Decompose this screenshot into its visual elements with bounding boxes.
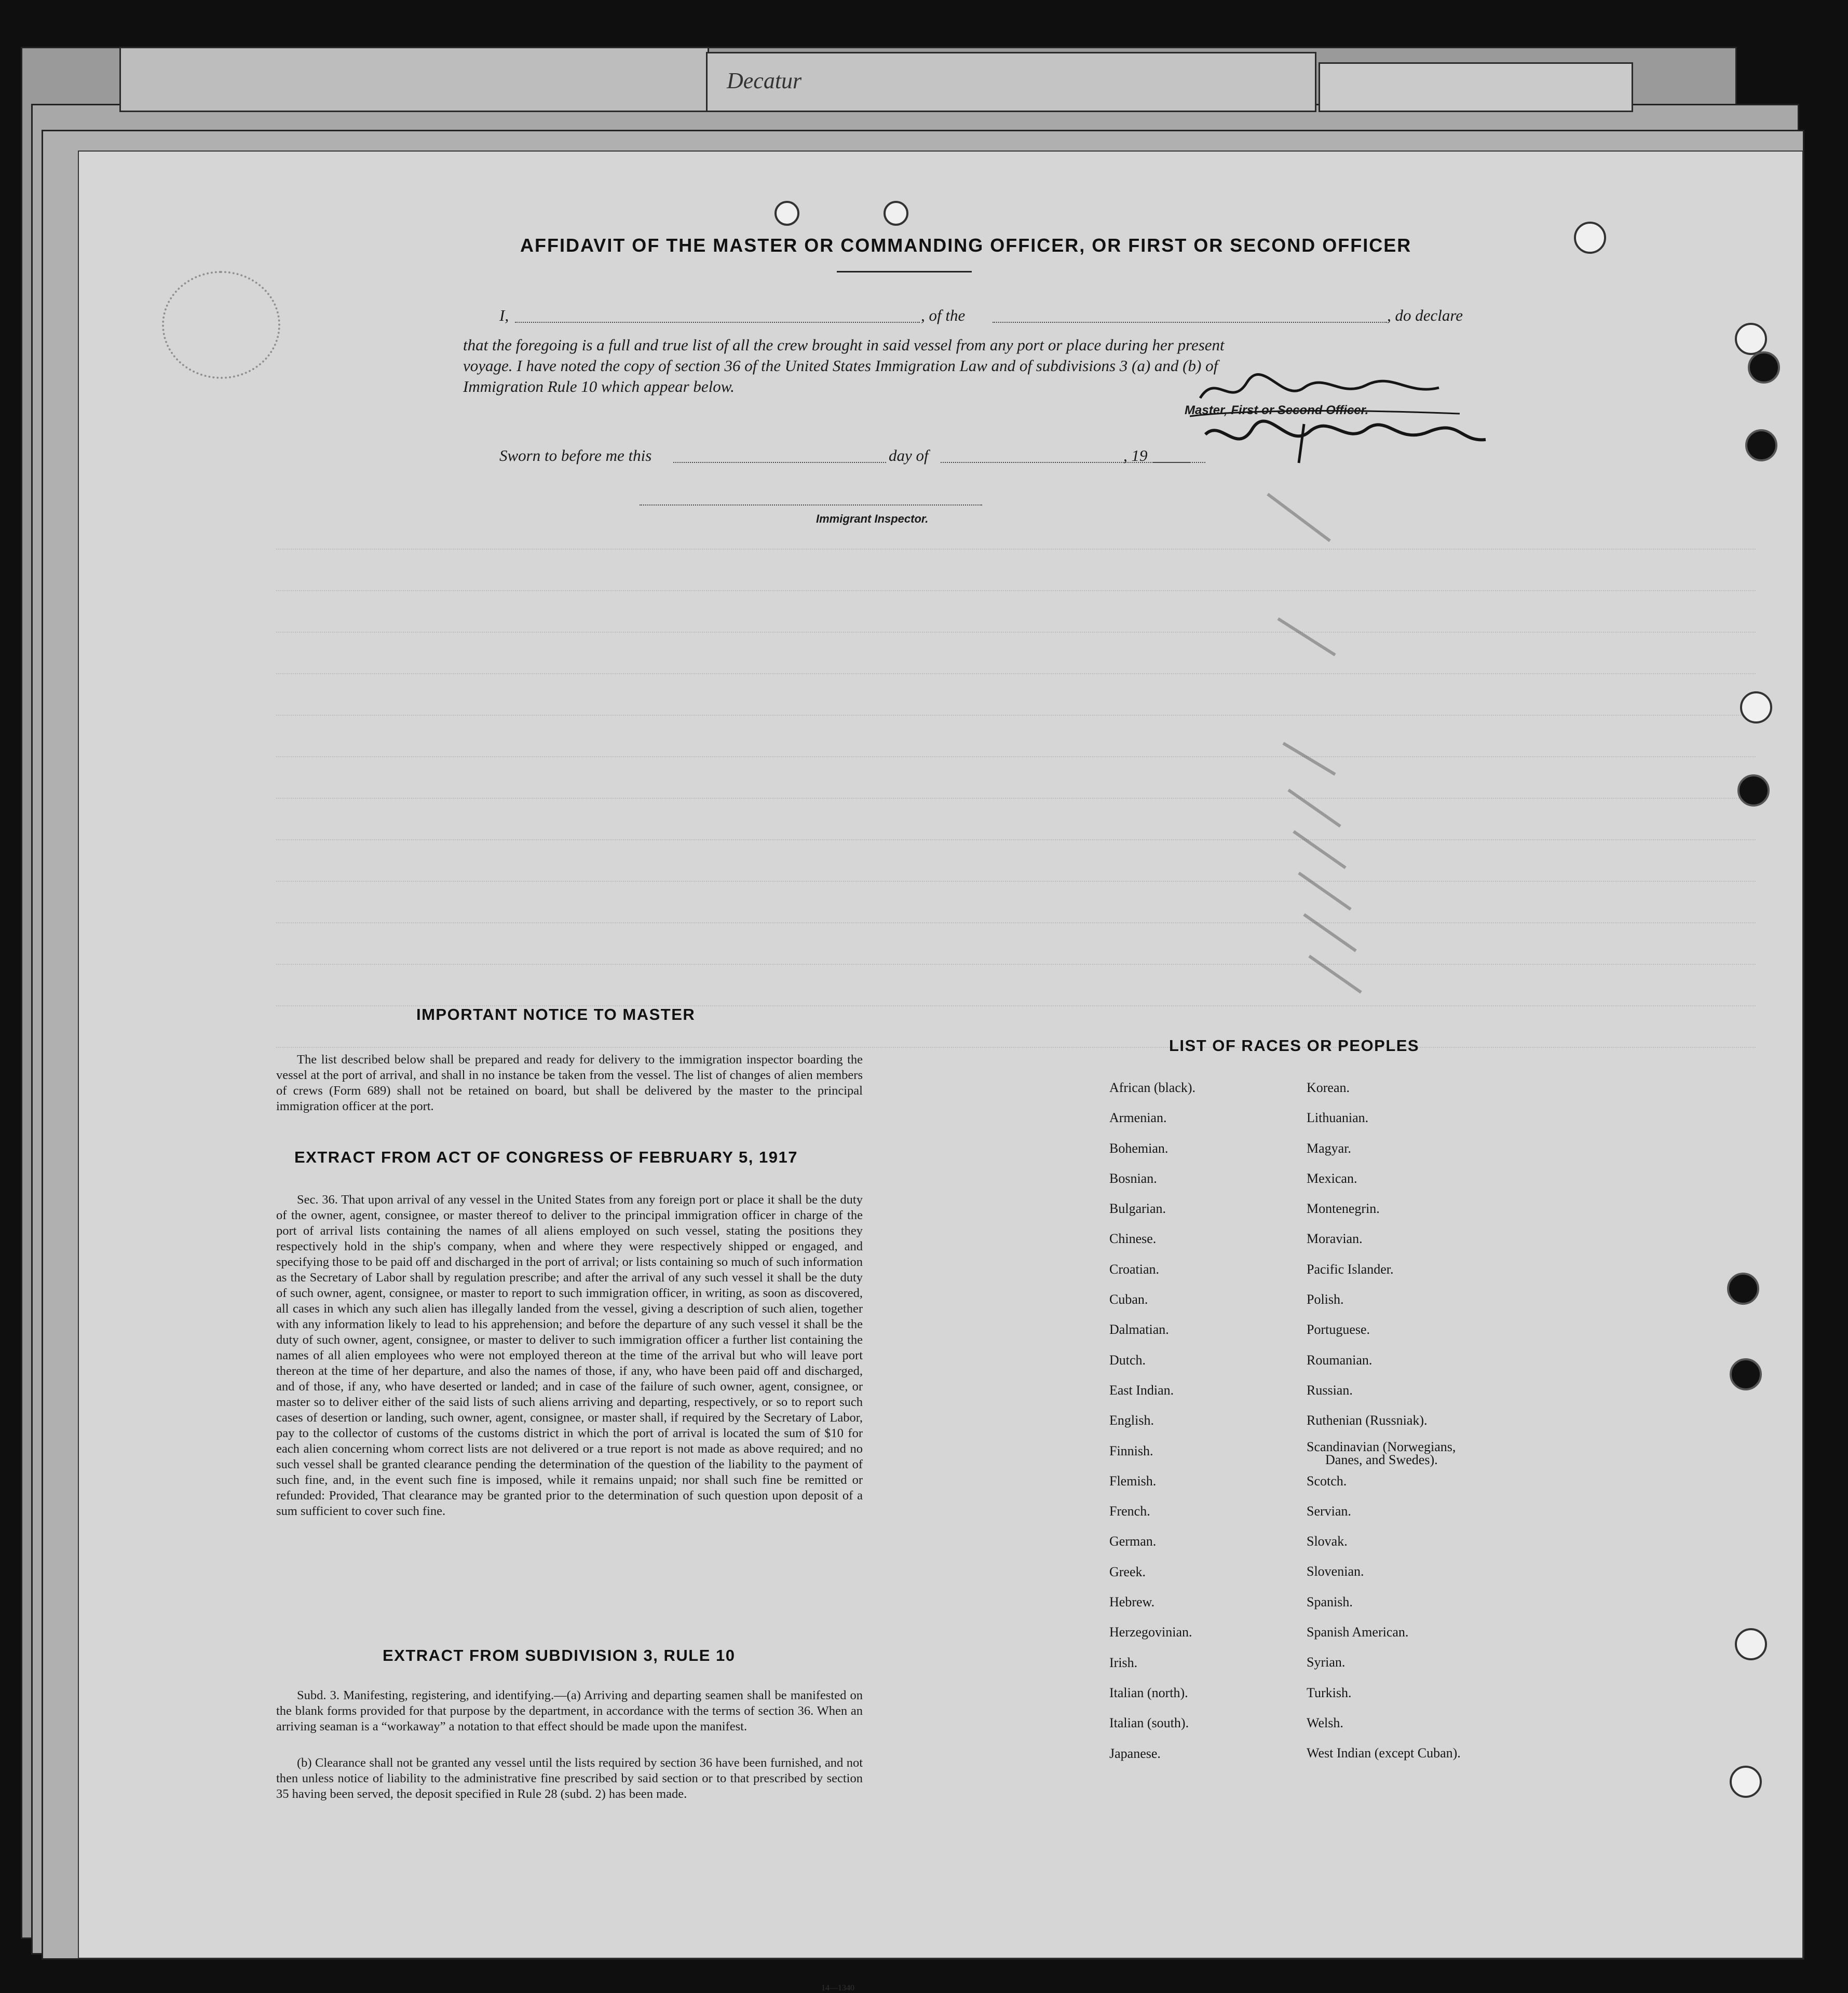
affidavit-i: I,: [499, 306, 509, 324]
race-item: Spanish American.: [1307, 1625, 1409, 1640]
race-item: Cuban.: [1109, 1292, 1148, 1307]
race-item: Slovenian.: [1307, 1564, 1364, 1579]
race-item: Bohemian.: [1109, 1140, 1168, 1156]
race-item: African (black).: [1109, 1080, 1196, 1095]
race-item: Italian (south).: [1109, 1715, 1189, 1731]
race-item: Hebrew.: [1109, 1594, 1155, 1610]
race-item: Turkish.: [1307, 1685, 1352, 1700]
notice-title: IMPORTANT NOTICE TO MASTER: [416, 1005, 696, 1023]
punch-hole: [1727, 1273, 1759, 1305]
race-item: Finnish.: [1109, 1443, 1153, 1458]
affidavit-line-3: voyage. I have noted the copy of section 36 of the United States Immigration Law and of subdivisions 3 (a) and (b) of: [463, 357, 1218, 375]
affidavit-document: [78, 151, 1803, 1992]
race-item: Slovak.: [1307, 1534, 1348, 1549]
folder-tab: [1319, 62, 1633, 112]
diagonal-marks: [1247, 484, 1465, 1055]
affidavit-declare: , do declare: [1387, 306, 1463, 324]
race-item: English.: [1109, 1413, 1154, 1428]
race-item: Scotch.: [1307, 1473, 1347, 1489]
sworn-prefix: Sworn to before me this: [499, 446, 652, 465]
punch-hole: [1737, 774, 1770, 807]
race-item: Croatian.: [1109, 1261, 1160, 1277]
race-item: Magyar.: [1307, 1140, 1351, 1156]
punch-hole: [1730, 1358, 1762, 1390]
act-title: EXTRACT FROM ACT OF CONGRESS OF FEBRUARY 5, 1917: [294, 1148, 798, 1166]
races-title: LIST OF RACES OR PEOPLES: [1169, 1036, 1420, 1055]
race-item: Montenegrin.: [1307, 1201, 1380, 1217]
race-item: Pacific Islander.: [1307, 1261, 1394, 1277]
rule-title: EXTRACT FROM SUBDIVISION 3, RULE 10: [383, 1646, 736, 1664]
race-item: German.: [1109, 1534, 1157, 1549]
inspector-caption: Immigrant Inspector.: [816, 512, 929, 525]
sworn-day-of: day of: [889, 446, 929, 465]
race-item: Korean.: [1307, 1080, 1350, 1095]
punch-hole: [1735, 1628, 1767, 1660]
race-item: Dutch.: [1109, 1352, 1146, 1368]
affidavit-of-the: , of the: [921, 306, 966, 324]
act-body: Sec. 36. That upon arrival of any vessel in the United States from any foreign port or place it shall be the duty of the owner, agent, consignee, or master thereof to deliver to the principal immigration officer in charge of the port of arrival lists containing the names of all aliens employed on such vessel, stating the positions they respectively hold in the ship's company, when and where they were respectively shipped or engaged, and specifying those to be paid off and discharged in the port of arrival; or lists containing so much of such information as the Secretary of Labor shall by regulation prescribe; and after the arrival of any such vessel it shall be the duty of such owner, agent, consignee, or master to report to such immigration officer, in writing, as soon as discovered, all cases in which any such alien has illegally landed from the vessel, giving a description of such alien, together with any information likely to lead to his apprehension; and before the departure of any such vessel it shall be the duty of such owner, agent, consignee, or master to deliver to such immigration officer a further list containing the names of all alien employees who were not employed thereon at the time of the arrival but who will leave port thereon at the time of her departure, and also the names of those, if any, who have been paid off and discharged, and of those, if any, who have deserted or landed; and in case of the failure of such owner, agent, consignee, or master so to deliver either of the said lists of such aliens arriving and departing, respectively, or so to report such cases of desertion or landing, such owner, agent, consignee, or master shall, if required by the Secretary of Labor, pay to the collector of customs of the customs district in which the port of arrival is located the sum of $10 for each alien concerning whom correct lists are not delivered or a true report is not made as above required; and no such vessel shall be granted clearance pending the determination of the question of the liability to the payment of such fine, and, in the event such fine is imposed, while it remains unpaid; nor shall such fine be remitted or refunded: Provided, That clearance may be granted prior to the determination of such question upon deposit of a sum sufficient to cover such fine.: [276, 1193, 863, 1518]
affidavit-line-2: that the foregoing is a full and true list of all the crew brought in said vessel from any port or place during her present: [463, 336, 1225, 354]
rule-para-a: Subd. 3. Manifesting, registering, and identifying.—(a) Arriving and departing seamen shall be manifested on the blank forms provided for that purpose by the department, in accordance with the terms of section 36. When an arriving seaman is a “workaway” a notation to that effect should be made upon the manifest.: [276, 1688, 863, 1733]
race-item: Chinese.: [1109, 1231, 1157, 1247]
rule-para-b: (b) Clearance shall not be granted any vessel until the lists required by section 36 have been furnished, and not then unless notice of liability to the administrative fine prescribed by said section or to that prescribed by section 35 having been served, the deposit specified in Rule 28 (subd. 2) has been made.: [276, 1756, 863, 1801]
punch-hole: [1735, 323, 1767, 355]
race-item: Scandinavian (Norwegians,: [1307, 1439, 1456, 1454]
race-item: Bosnian.: [1109, 1170, 1157, 1186]
races-right-column: [1307, 1073, 1461, 1769]
race-item: Servian.: [1307, 1503, 1351, 1519]
race-item: East Indian.: [1109, 1382, 1174, 1398]
sworn-year: , 19: [1123, 446, 1148, 465]
race-item: Syrian.: [1307, 1655, 1346, 1670]
race-item: Spanish.: [1307, 1594, 1353, 1609]
vessel-blank: [993, 322, 1387, 323]
race-item: Herzegovinian.: [1109, 1625, 1192, 1640]
race-item: Flemish.: [1109, 1473, 1157, 1489]
print-code: 14—1340: [821, 1984, 854, 1992]
name-blank: [515, 322, 920, 323]
title-rule: [837, 271, 972, 272]
punch-hole: [1748, 351, 1780, 384]
race-item: Bulgarian.: [1109, 1201, 1166, 1217]
punch-hole: [1745, 429, 1777, 461]
day-blank: [673, 462, 886, 463]
race-item: Greek.: [1109, 1564, 1146, 1579]
race-item: Moravian.: [1307, 1231, 1363, 1247]
race-item: Japanese.: [1109, 1745, 1161, 1761]
affidavit-title: AFFIDAVIT OF THE MASTER OR COMMANDING OFFICER, OR FIRST OR SECOND OFFICER: [520, 235, 1412, 256]
race-item: Russian.: [1307, 1382, 1353, 1398]
race-item: French.: [1109, 1504, 1150, 1519]
faded-seal-stamp: [162, 271, 280, 379]
race-item: Lithuanian.: [1307, 1110, 1369, 1126]
race-item: Polish.: [1307, 1292, 1344, 1307]
race-item: Armenian.: [1109, 1110, 1167, 1126]
race-item: Welsh.: [1307, 1715, 1343, 1730]
punch-hole: [884, 201, 908, 226]
inspector-blank: [640, 504, 982, 506]
race-item: Italian (north).: [1109, 1685, 1188, 1700]
race-item: Danes, and Swedes).: [1325, 1452, 1438, 1467]
race-item: West Indian (except Cuban).: [1307, 1745, 1461, 1761]
notice-body: The list described below shall be prepared and ready for delivery to the immigration inspector boarding the vessel at the port of arrival, and shall in no instance be taken from the vessel. The list of changes of alien members of crews (Form 689) shall not be retained on board, but shall be delivered by the master to the principal immigration officer at the port.: [276, 1053, 863, 1113]
race-item: Portuguese.: [1307, 1322, 1370, 1337]
punch-hole: [774, 201, 799, 226]
year-blank: [1153, 462, 1190, 463]
punch-hole: [1730, 1766, 1762, 1798]
race-item: Ruthenian (Russniak).: [1307, 1413, 1428, 1428]
race-item: Roumanian.: [1307, 1352, 1373, 1368]
affidavit-line-4: Immigration Rule 10 which appear below.: [463, 377, 735, 395]
race-item: Irish.: [1109, 1655, 1138, 1670]
race-item: Dalmatian.: [1109, 1322, 1169, 1337]
folder-tab: [119, 47, 709, 112]
punch-hole: [1740, 691, 1772, 724]
punch-hole: [1574, 222, 1606, 254]
races-left-column: [1109, 1073, 1195, 1769]
tab-handwritten-note: Decatur: [727, 68, 802, 93]
race-item: Mexican.: [1307, 1170, 1357, 1186]
signature-caption: Master, First or Second Officer.: [1185, 403, 1369, 417]
